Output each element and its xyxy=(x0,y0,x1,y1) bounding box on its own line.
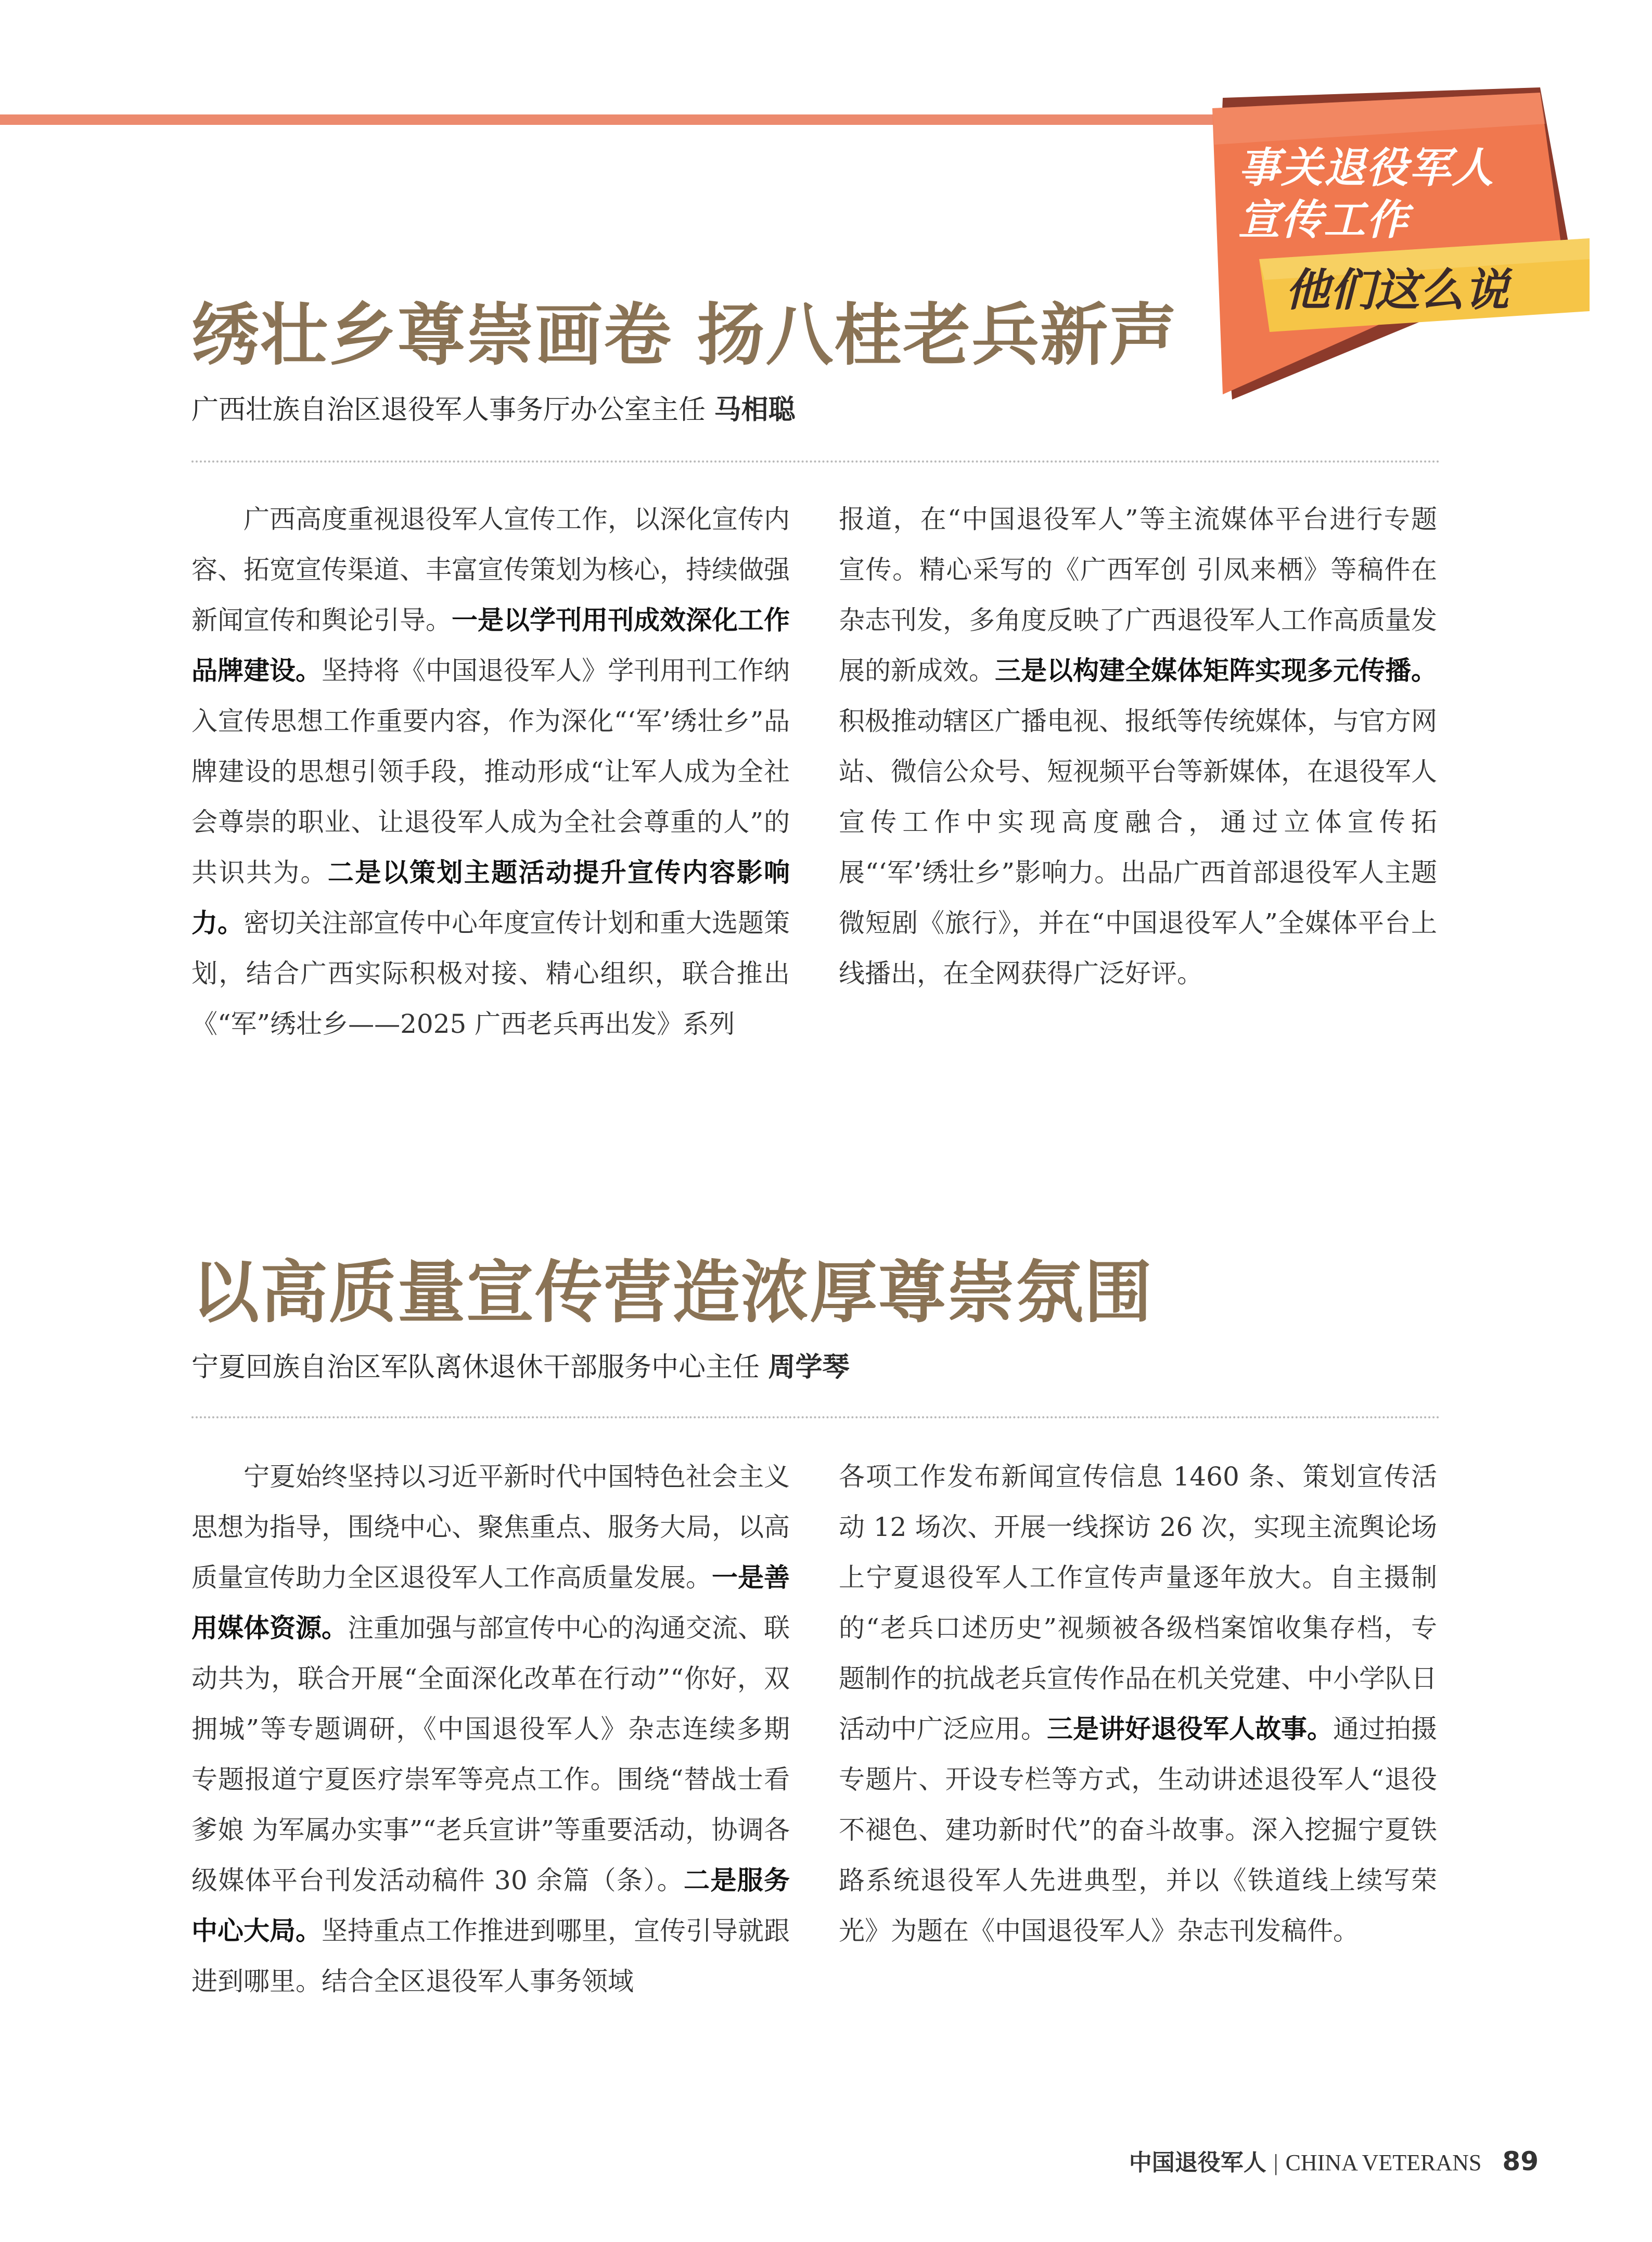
column-badge xyxy=(1207,87,1590,400)
footer-separator: | xyxy=(1273,2150,1278,2175)
article1-col1-text-e: 密切关注部宣传中心年度宣传计划和重大选题策划，结合广西实际积极对接、精心组织，联合推出《“军”绣壮乡——2025 广西老兵再出发》系列 xyxy=(191,908,790,1039)
article1-col2-text-a: 报道，在“中国退役军人”等主流媒体平台进行专题宣传。精心采写的《广西军创 引凤来栖》等稿件在杂志刊发，多角度反映了广西退役军人工作高质量发展的新成效。 xyxy=(839,504,1437,686)
article1-byline-role: 广西壮族自治区退役军人事务厅办公室主任 xyxy=(191,394,714,426)
page-number: 89 xyxy=(1502,2146,1539,2176)
article1-point2: 二是以策划主题活动提升宣传内容影响力。 xyxy=(191,857,790,938)
article2-title: 以高质量宣传营造浓厚尊崇氛围 xyxy=(191,1252,1154,1332)
article2-col1-text-c: 注重加强与部宣传中心的沟通交流、联动共为，联合开展“全面深化改革在行动”“你好，双拥城”等专题调研，《中国退役军人》杂志连续多期专题报道宁夏医疗崇军等亮点工作。围绕“替战士看爹娘 为军属办实事”“老兵宣讲”等重要活动，协调各级媒体平台刊发活动稿件 30 余篇（条）。 xyxy=(191,1613,790,1895)
article2-column1 xyxy=(191,1452,790,2007)
article2-col1-text-a: 宁夏始终坚持以习近平新时代中国特色社会主义思想为指导，围绕中心、聚焦重点、服务大局，以高质量宣传助力全区退役军人工作高质量发展。 xyxy=(191,1462,790,1593)
badge-title-line2: 宣传工作 xyxy=(1238,196,1409,244)
article2-point3: 三是讲好退役军人故事。 xyxy=(1047,1714,1333,1744)
article2-col2-text-c: 通过拍摄专题片、开设专栏等方式，生动讲述退役军人“退役不褪色、建功新时代”的奋斗故事。深入挖掘宁夏铁路系统退役军人先进典型，并以《铁道线上续写荣光》为题在《中国退役军人》杂志刊发稿件。 xyxy=(839,1714,1437,1946)
top-accent-rule xyxy=(0,114,1259,125)
article1-col1-text-c: 坚持将《中国退役军人》学刊用刊工作纳入宣传思想工作重要内容，作为深化“‘军’绣壮乡”品牌建设的思想引领手段，推动形成“让军人成为全社会尊崇的职业、让退役军人成为全社会尊重的人”的共识共为。 xyxy=(191,656,790,888)
article2-byline-role: 宁夏回族自治区军队离休退休干部服务中心主任 xyxy=(191,1352,769,1383)
article1-col1-text-a: 广西高度重视退役军人宣传工作，以深化宣传内容、拓宽宣传渠道、丰富宣传策划为核心，持续做强新闻宣传和舆论引导。 xyxy=(191,504,790,635)
badge-title-line1: 事关退役军人 xyxy=(1238,144,1494,192)
article2-point1: 一是善用媒体资源。 xyxy=(191,1562,790,1643)
article2-col2-text-a: 各项工作发布新闻宣传信息 1460 条、策划宣传活动 12 场次、开展一线探访 26 次，实现主流舆论场上宁夏退役军人工作宣传声量逐年放大。自主摄制的“老兵口述历史”视频被各级档案馆收集存档，专题制作的抗战老兵宣传作品在机关党建、中小学队日活动中广泛应用。 xyxy=(839,1462,1437,1744)
footer-magazine-cn: 中国退役军人 xyxy=(1129,2149,1266,2176)
article1-divider xyxy=(191,460,1440,463)
page-footer xyxy=(1129,2144,1539,2177)
article2-point2: 二是服务中心大局。 xyxy=(191,1865,790,1946)
article2-column2 xyxy=(839,1452,1437,1956)
article1-title: 绣壮乡尊崇画卷 扬八桂老兵新声 xyxy=(191,295,1178,375)
article2-divider xyxy=(191,1416,1440,1418)
article2-byline xyxy=(191,1345,850,1384)
article1-byline xyxy=(191,388,796,427)
badge-subtitle: 他们这么说 xyxy=(1285,264,1509,316)
article1-col2-text-c: 积极推动辖区广播电视、报纸等传统媒体，与官方网站、微信公众号、短视频平台等新媒体，在退役军人宣传工作中实现高度融合，通过立体宣传拓展“‘军’绣壮乡”影响力。出品广西首部退役军人主题微短剧《旅行》，并在“中国退役军人”全媒体平台上线播出，在全网获得广泛好评。 xyxy=(839,706,1437,989)
article1-column1 xyxy=(191,494,790,1049)
article2-byline-name: 周学琴 xyxy=(768,1352,850,1383)
article1-point3: 三是以构建全媒体矩阵实现多元传播。 xyxy=(995,656,1437,686)
article1-byline-name: 马相聪 xyxy=(714,394,796,426)
article1-column2 xyxy=(839,494,1437,999)
article2-col1-text-e: 坚持重点工作推进到哪里，宣传引导就跟进到哪里。结合全区退役军人事务领域 xyxy=(191,1916,790,1996)
article1-point1: 一是以学刊用刊成效深化工作品牌建设。 xyxy=(191,605,790,686)
footer-magazine-en: CHINA VETERANS xyxy=(1285,2150,1482,2175)
